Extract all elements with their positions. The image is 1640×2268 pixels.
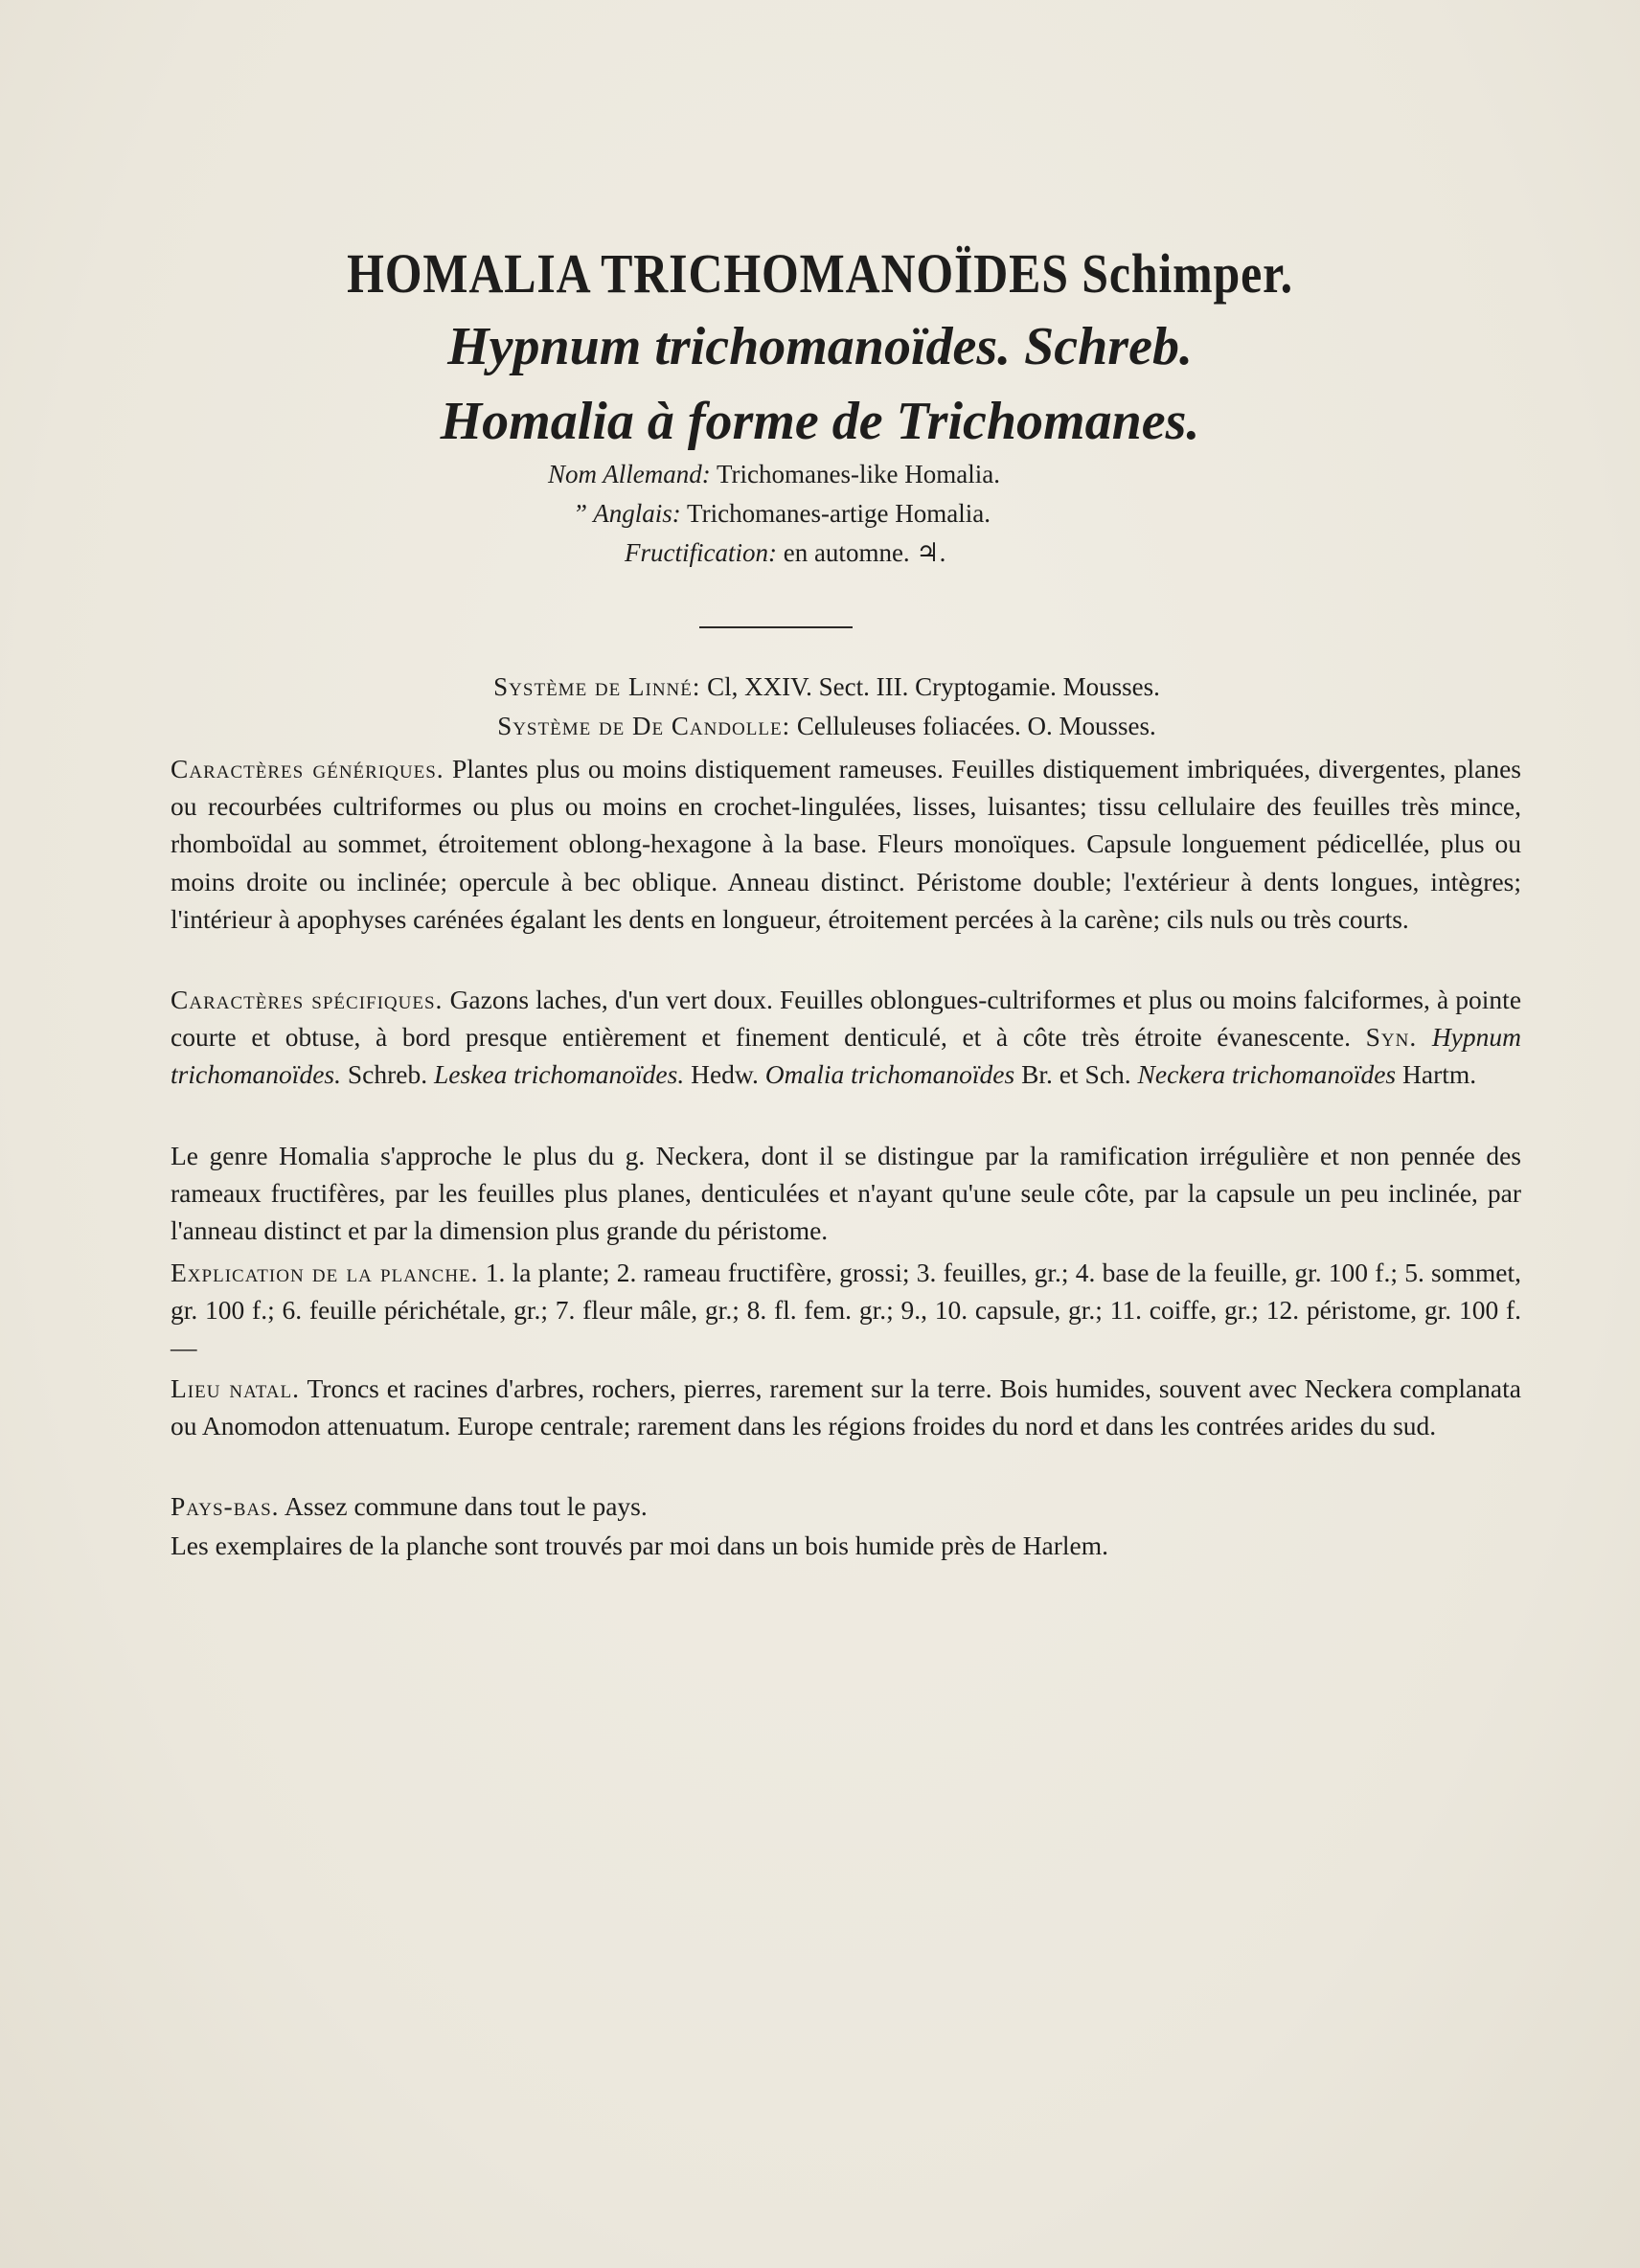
netherlands-text: Assez commune dans tout le pays. [284, 1491, 648, 1521]
synonym-4: Neckera trichomanoïdes [1137, 1059, 1397, 1090]
synonym-1: Hypnum trichomanoïdes. [171, 1022, 1521, 1090]
paragraph-generic-characters [171, 750, 1521, 938]
specific-characters-text: Gazons laches, d'un vert doux. Feuilles oblongues-cultriformes et plus ou moins falciformes, à pointe courte et obtuse, à bord presque entièrement et finement denticulé, et à côte très étroite évanescente. [171, 985, 1522, 1053]
fructification-row [625, 538, 945, 568]
netherlands-label: Pays-bas. [171, 1491, 280, 1521]
system-linne-label: Système de Linné: [493, 672, 701, 701]
divider-rule [699, 626, 853, 628]
habitat-text: Troncs et racines d'arbres, rochers, pierres, rarement sur la terre. Bois humides, souvent avec Neckera complanata ou Anomodon attenuatum. Europe centrale; rarement dans les régions froides du nord et dans les contrées arides du sud. [171, 1373, 1521, 1441]
system-linne [0, 672, 1640, 702]
specific-characters-label: Caractères spécifiques. [171, 985, 444, 1014]
paragraph-netherlands [171, 1487, 1521, 1525]
plate-explanation-text: 1. la plante; 2. rameau fructifère, grossi; 3. feuilles, gr.; 4. base de la feuille, gr. 100 f.; 5. sommet, gr. 100 f.; 6. feuille périchétale, gr.; 7. fleur mâle, gr.; 8. fl. fem. gr.; 9., 10. capsule, gr.; 11. coiffe, gr.; 12. péristome, gr. 100 f. — [171, 1258, 1522, 1363]
german-name-label: Nom Allemand: [548, 460, 711, 488]
synonym-3-author: Br. et Sch. [1021, 1059, 1131, 1090]
fructification-value: en automne. ♃. [783, 538, 946, 567]
english-name-value: Trichomanes-artige Homalia. [687, 499, 991, 528]
synonym-2: Leskea trichomanoïdes. [433, 1059, 685, 1090]
generic-characters-text: Plantes plus ou moins distiquement rameuses. Feuilles distiquement imbriquées, divergentes, planes ou recourbées cultriformes ou plus ou moins en crochet-lingulées, lisses, luisantes; tissu cellulaire des feuilles très mince, rhomboïdal au sommet, étroitement oblong-hexagone à la base. Fleurs monoïques. Capsule longuement pédicellée, plus ou moins droite ou inclinée; opercule à bec oblique. Anneau distinct. Péristome double; l'extérieur à dents longues, intègres; l'intérieur à apophyses carénées égalant les dents en longueur, étroitement percées à la carène; cils nuls ou très courts. [171, 754, 1522, 934]
paragraph-habitat [171, 1370, 1521, 1444]
german-name-row [548, 460, 1000, 489]
synonym-1-author: Schreb. [347, 1059, 428, 1090]
system-decandolle [0, 712, 1640, 741]
synonym-2-author: Hedw. [691, 1059, 759, 1090]
paragraph-genus-comparison: Le genre Homalia s'approche le plus du g. Neckera, dont il se distingue par la ramification irrégulière et non pennée des rameaux fructifères, par les feuilles plus planes, denticulées et n'ayant qu'une seule côte, par la capsule un peu inclinée, par l'anneau distinct et par la dimension plus grande du péristome. [171, 1141, 1521, 1246]
paragraph-plate-explanation [171, 1254, 1521, 1367]
generic-characters-label: Caractères génériques. [171, 754, 444, 783]
english-name-row [573, 499, 991, 529]
habitat-label: Lieu natal. [171, 1373, 301, 1403]
title-french-name: Homalia à forme de Trichomanes. [440, 392, 1200, 451]
paragraph-specimens: Les exemplaires de la planche sont trouvés par moi dans un bois humide près de Harlem. [171, 1531, 1109, 1560]
plate-explanation-label: Explication de la planche. [171, 1258, 479, 1287]
german-name-value: Trichomanes-like Homalia. [717, 460, 1000, 488]
synonym-4-author: Hartm. [1402, 1059, 1477, 1090]
synonym-label: Syn. [1365, 1022, 1418, 1053]
synonym-3: Omalia trichomanoïdes [764, 1059, 1015, 1090]
title-scientific-name: HOMALIA TRICHOMANOÏDES Schimper. [347, 242, 1293, 305]
title-synonym: Hypnum trichomanoïdes. Schreb. [447, 317, 1193, 376]
system-decandolle-label: Système de De Candolle: [497, 712, 791, 740]
paragraph-specific-characters [171, 981, 1521, 1094]
fructification-label: Fructification: [625, 538, 777, 567]
system-decandolle-value: Celluleuses foliacées. O. Mousses. [796, 712, 1156, 740]
english-name-label: ” Anglais: [573, 499, 681, 528]
system-linne-value: Cl, XXIV. Sect. III. Cryptogamie. Mousses. [707, 672, 1160, 701]
